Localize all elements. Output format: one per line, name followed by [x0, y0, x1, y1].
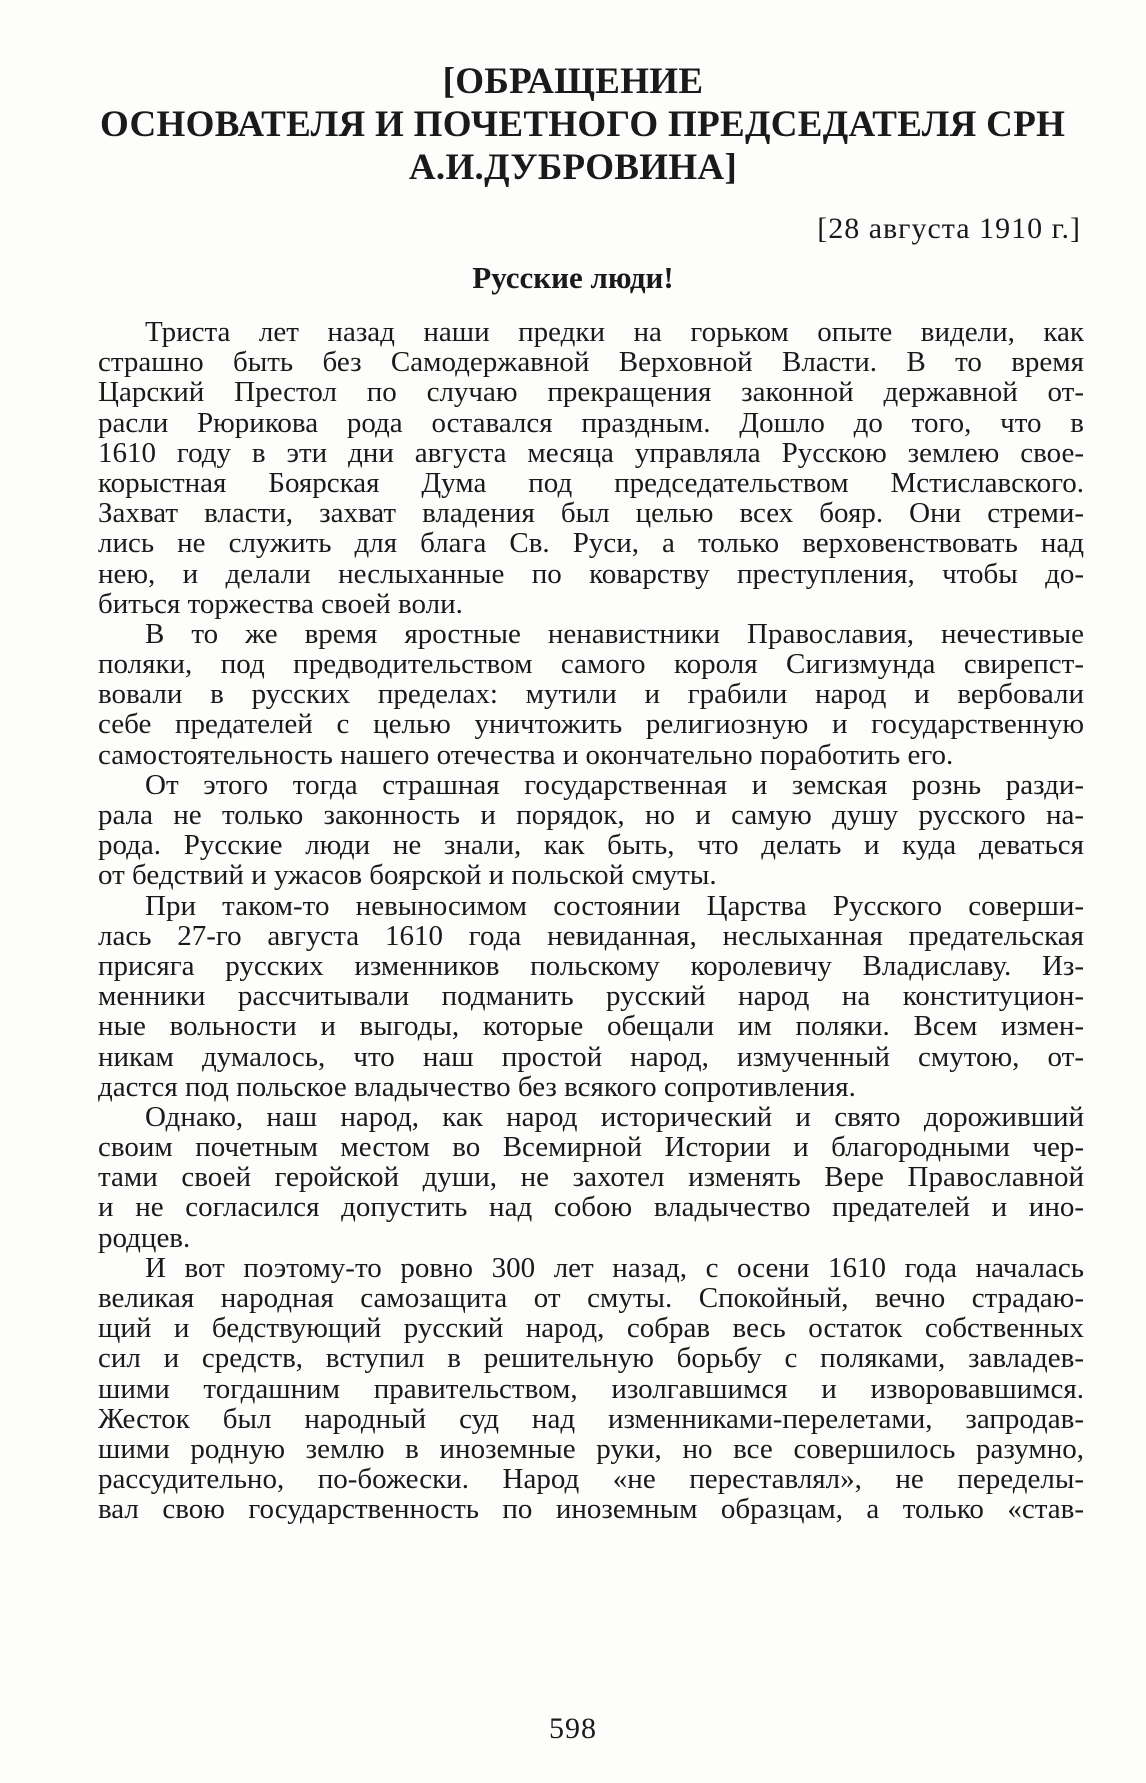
- text-line: шими тогдашним правительством, изолгавшимся и изворовавшимся.: [98, 1372, 1084, 1405]
- text-line: лась 27-го августа 1610 года невиданная, неслыханная предательская: [98, 919, 1084, 952]
- title-line: ОСНОВАТЕЛЯ И ПОЧЕТНОГО ПРЕДСЕДАТЕЛЯ СРН: [100, 104, 1066, 145]
- text-line: никам думалось, что наш простой народ, измученный смутою, от-: [98, 1040, 1084, 1073]
- greeting-heading: Русские люди!: [472, 260, 674, 295]
- title-line: А.И.ДУБРОВИНА]: [408, 147, 738, 188]
- text-line: В то же время яростные ненавистники Православия, нечестивые: [145, 617, 1084, 650]
- text-line: шими родную землю в иноземные руки, но все совершилось разумно,: [98, 1432, 1084, 1465]
- text-line: своим почетным местом во Всемирной Истории и благородными чер-: [98, 1131, 1084, 1164]
- text-line: лись не служить для блага Св. Руси, а только верховенствовать над: [98, 527, 1084, 560]
- document-date: [28 августа 1910 г.]: [817, 212, 1081, 245]
- text-line: страшно быть без Самодержавной Верховной Власти. В то время: [98, 346, 1084, 379]
- text-line: тами своей геройской души, не захотел изменять Вере Православной: [98, 1161, 1084, 1194]
- text-line: родцев.: [98, 1221, 191, 1254]
- text-line: рала не только законность и порядок, но и самую душу русского на-: [98, 799, 1084, 831]
- text-line: менники рассчитывали подманить русский народ на конституцион-: [98, 980, 1084, 1013]
- title-line: [ОБРАЩЕНИЕ: [442, 61, 704, 102]
- text-line: дастся под польское владычество без всякого сопротивления.: [98, 1070, 856, 1103]
- text-line: нею, и делали неслыханные по коварству преступления, чтобы до-: [98, 557, 1084, 590]
- body-text: [98, 317, 1084, 1525]
- text-line: великая народная самозащита от смуты. Спокойный, вечно страдаю-: [98, 1282, 1084, 1314]
- text-line: корыстная Боярская Дума под председательством Мстиславского.: [98, 466, 1084, 499]
- text-line: самостоятельность нашего отечества и окончательно поработить его.: [98, 738, 954, 771]
- text-line: ные вольности и выгоды, которые обещали им поляки. Всем измен-: [98, 1010, 1084, 1043]
- text-line: И вот поэтому-то ровно 300 лет назад, с осени 1610 года началась: [145, 1251, 1084, 1284]
- text-line: От этого тогда страшная государственная и земская рознь разди-: [145, 768, 1084, 801]
- text-line: вал свою государственность по иноземным образцам, а только «став-: [98, 1493, 1084, 1526]
- text-line: себе предателей с целью уничтожить религиозную и государственную: [98, 708, 1084, 741]
- text-line: щий и бедствующий русский народ, собрав весь остаток собственных: [98, 1312, 1084, 1345]
- text-line: рассудительно, по-божески. Народ «не переставлял», не переделы-: [98, 1463, 1084, 1496]
- text-line: рода. Русские люди не знали, как быть, что делать и куда деваться: [98, 829, 1084, 862]
- text-line: и не согласился допустить над собою владычество предателей и ино-: [98, 1191, 1084, 1224]
- text-line: вовали в русских пределах: мутили и грабили народ и вербовали: [98, 678, 1084, 711]
- text-line: биться торжества своей воли.: [98, 587, 463, 620]
- text-line: Однако, наш народ, как народ исторический и свято дороживший: [145, 1100, 1084, 1133]
- page-number: 598: [549, 1712, 597, 1745]
- text-line: от бедствий и ужасов боярской и польской смуты.: [98, 859, 717, 892]
- text-line: При таком-то невыносимом состоянии Царства Русского соверши-: [145, 889, 1084, 922]
- text-line: 1610 году в эти дни августа месяца управляла Русскою землею свое-: [98, 436, 1084, 469]
- text-line: Захват власти, захват владения был целью всех бояр. Они стреми-: [98, 497, 1084, 530]
- text-line: сил и средств, вступил в решительную борьбу с поляками, завладев-: [98, 1342, 1084, 1375]
- text-line: Триста лет назад наши предки на горьком опыте видели, как: [145, 316, 1084, 348]
- document-title: [100, 60, 1066, 189]
- text-line: Жесток был народный суд над изменниками-перелетами, запродав-: [98, 1402, 1084, 1435]
- text-line: поляки, под предводительством самого короля Сигизмунда свирепст-: [98, 648, 1084, 681]
- text-line: Царский Престол по случаю прекращения законной державной от-: [98, 376, 1084, 409]
- text-line: присяга русских изменников польскому королевичу Владиславу. Из-: [98, 949, 1084, 982]
- text-line: расли Рюрикова рода оставался праздным. Дошло до того, что в: [98, 406, 1084, 439]
